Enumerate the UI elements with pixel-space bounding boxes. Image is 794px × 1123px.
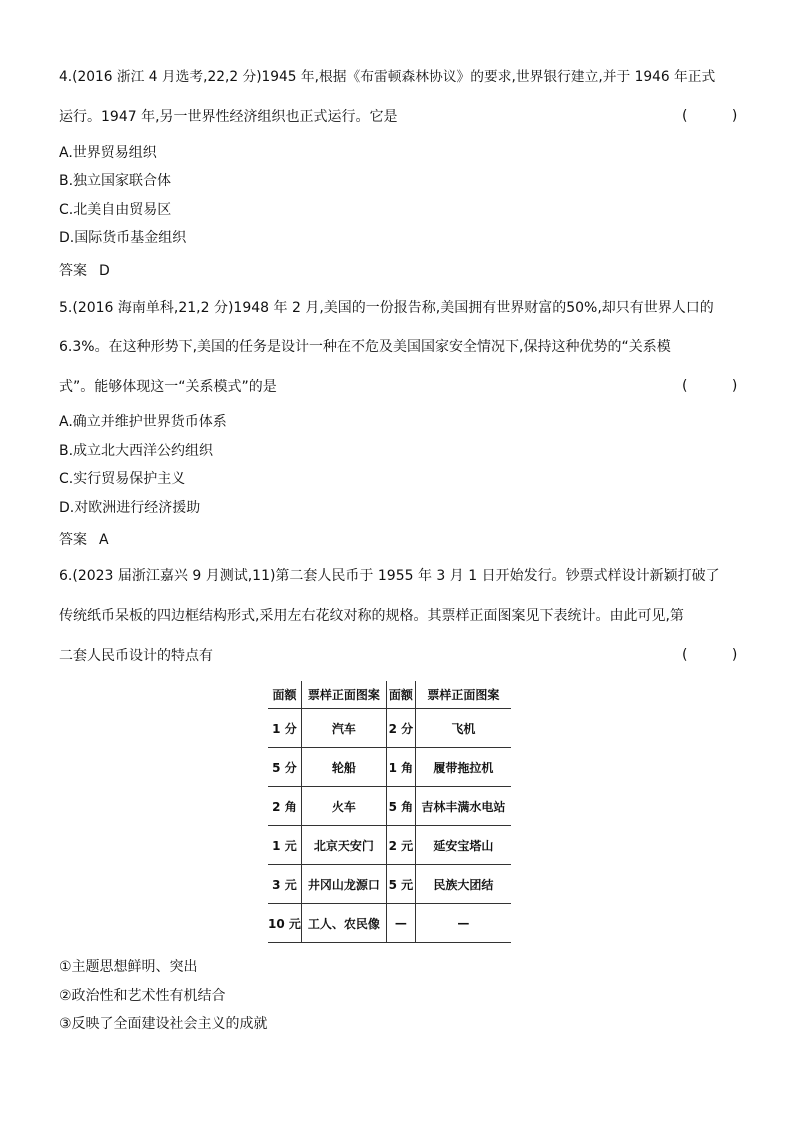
table-cell: 5 角 <box>386 787 415 826</box>
question-5-line-2: 6.3%。在这种形势下,美国的任务是设计一种在不危及美国国家安全情况下,保持这种优势的“关系模 <box>59 339 671 355</box>
question-4-answer-blank: ( ) <box>682 108 758 124</box>
table-header: 面额 <box>386 681 415 709</box>
table-cell: 火车 <box>301 787 386 826</box>
table-cell: 5 元 <box>386 865 415 904</box>
table-cell: 北京天安门 <box>301 826 386 865</box>
table-cell: 民族大团结 <box>415 865 511 904</box>
table-header: 面额 <box>268 681 301 709</box>
table-cell: 汽车 <box>301 709 386 748</box>
question-4-answer <box>59 262 110 280</box>
table-row <box>268 904 511 943</box>
table-cell: — <box>415 904 511 943</box>
table-cell: 延安宝塔山 <box>415 826 511 865</box>
table-cell: 轮船 <box>301 748 386 787</box>
question-4-option-a: A.世界贸易组织 <box>59 145 157 161</box>
table-cell: 2 分 <box>386 709 415 748</box>
question-5-option-b: B.成立北大西洋公约组织 <box>59 443 214 459</box>
table-row <box>268 826 511 865</box>
question-4-option-c: C.北美自由贸易区 <box>59 202 172 218</box>
answer-value: A <box>99 532 109 548</box>
question-6-line-1: 6.(2023 届浙江嘉兴 9 月测试,11)第二套人民币于 1955 年 3 月 1 日开始发行。钞票式样设计新颖打破了 <box>59 568 720 584</box>
table-row <box>268 865 511 904</box>
table-cell: 5 分 <box>268 748 301 787</box>
table-row <box>268 787 511 826</box>
table-cell: 井冈山龙源口 <box>301 865 386 904</box>
question-5-answer-blank: ( ) <box>682 378 758 394</box>
table-row <box>268 748 511 787</box>
question-5-option-c: C.实行贸易保护主义 <box>59 471 186 487</box>
question-4-option-b: B.独立国家联合体 <box>59 173 172 189</box>
question-4-option-d: D.国际货币基金组织 <box>59 230 187 246</box>
question-6-statement-2: ②政治性和艺术性有机结合 <box>59 988 226 1004</box>
table-cell: 1 元 <box>268 826 301 865</box>
question-5-line-1: 5.(2016 海南单科,21,2 分)1948 年 2 月,美国的一份报告称,美国拥有世界财富的50%,却只有世界人口的 <box>59 300 714 316</box>
table-cell: 吉林丰满水电站 <box>415 787 511 826</box>
question-6-statement-1: ①主题思想鲜明、突出 <box>59 959 198 975</box>
table-cell: 工人、农民像 <box>301 904 386 943</box>
answer-label: 答案 <box>59 532 87 548</box>
question-4-line-1: 4.(2016 浙江 4 月选考,22,2 分)1945 年,根据《布雷顿森林协议》的要求,世界银行建立,并于 1946 年正式 <box>59 69 716 85</box>
table-cell: 3 元 <box>268 865 301 904</box>
question-6-line-2: 传统纸币呆板的四边框结构形式,采用左右花纹对称的规格。其票样正面图案见下表统计。由此可见,第 <box>59 608 684 624</box>
table-cell: 1 分 <box>268 709 301 748</box>
question-5-option-d: D.对欧洲进行经济援助 <box>59 500 201 516</box>
question-5-answer <box>59 531 109 549</box>
table-cell: 飞机 <box>415 709 511 748</box>
table-cell: 2 角 <box>268 787 301 826</box>
table-header: 票样正面图案 <box>415 681 511 709</box>
answer-value: D <box>99 263 110 279</box>
question-6-line-3: 二套人民币设计的特点有 <box>59 648 213 664</box>
question-5-option-a: A.确立并维护世界货币体系 <box>59 414 227 430</box>
table-cell: 2 元 <box>386 826 415 865</box>
table-row <box>268 709 511 748</box>
question-6-statement-3: ③反映了全面建设社会主义的成就 <box>59 1016 268 1032</box>
question-5-line-3: 式”。能够体现这一“关系模式”的是 <box>59 379 277 395</box>
table-cell: — <box>386 904 415 943</box>
table-cell: 1 角 <box>386 748 415 787</box>
table-cell: 履带拖拉机 <box>415 748 511 787</box>
question-4-line-2: 运行。1947 年,另一世界性经济组织也正式运行。它是 <box>59 109 398 125</box>
table-header-row <box>268 681 511 709</box>
table-cell: 10 元 <box>268 904 301 943</box>
question-6-answer-blank: ( ) <box>682 647 758 663</box>
banknote-design-table <box>268 681 511 943</box>
table-header: 票样正面图案 <box>301 681 386 709</box>
answer-label: 答案 <box>59 263 87 279</box>
